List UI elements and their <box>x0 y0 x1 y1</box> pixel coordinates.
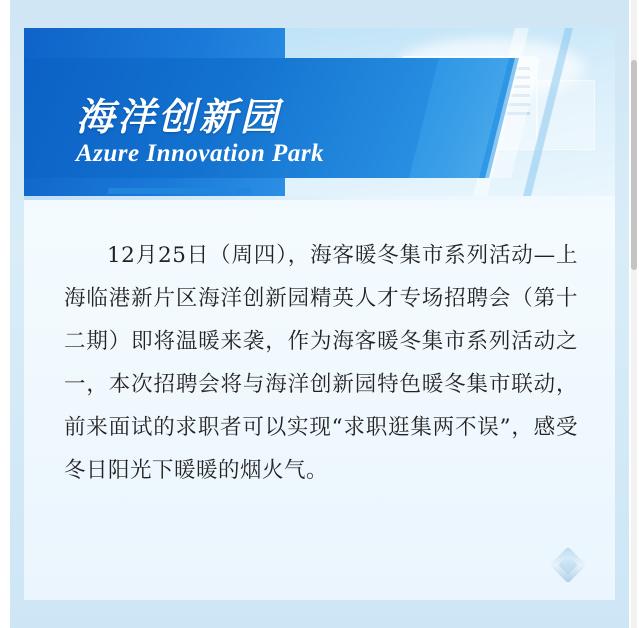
scrollbar-thumb[interactable] <box>631 60 637 270</box>
banner-title-cn: 海洋创新园 <box>76 97 282 139</box>
article-body: 12月25日（周四），海客暖冬集市系列活动—上海临港新片区海洋创新园精英人才专场招聘会（第十二期）即将温暖来袭，作为海客暖冬集市系列活动之一，本次招聘会将与海洋创新园特色暖冬集市联动，前来面试的求职者可以实现“求职逛集两不误”，感受冬日阳光下暖暖的烟火气。 <box>64 243 578 483</box>
banner-title-en: Azure Innovation Park <box>76 140 325 167</box>
diamond-watermark-icon <box>550 547 587 584</box>
left-gutter <box>0 0 10 628</box>
banner-underline-dot <box>235 188 250 194</box>
header-banner <box>24 28 615 196</box>
article-card <box>24 28 615 600</box>
banner-bottom-edge <box>24 196 615 200</box>
banner-underline-dash <box>107 188 228 194</box>
